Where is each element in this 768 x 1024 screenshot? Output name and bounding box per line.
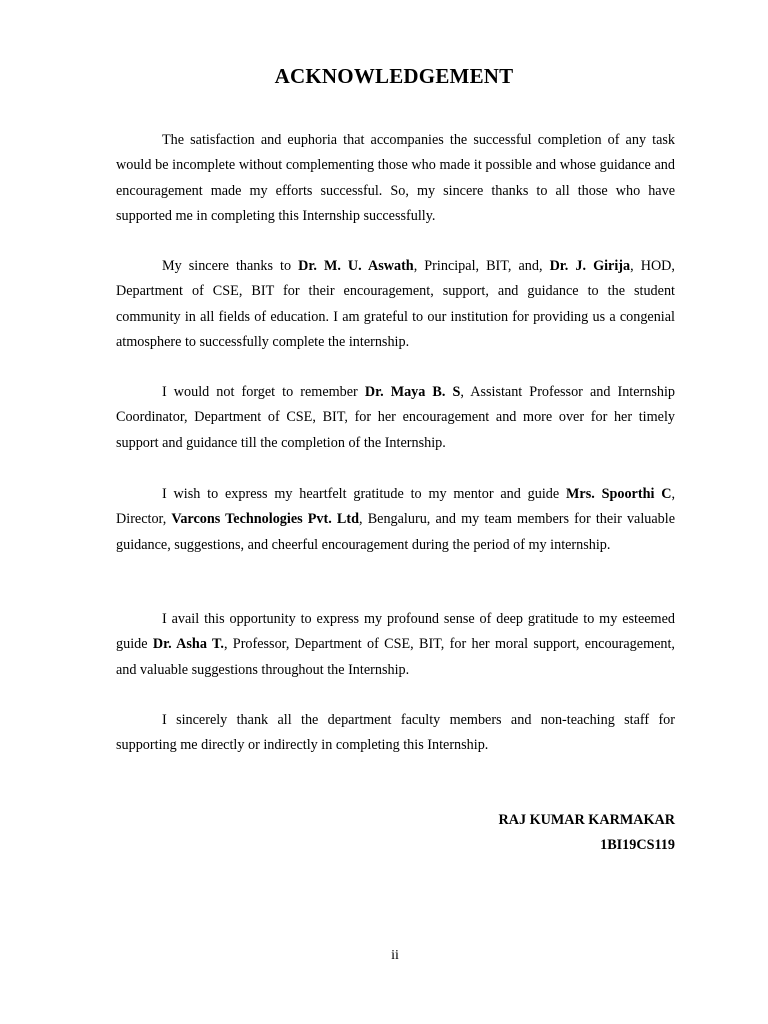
paragraph-4-text-3: , Bengaluru, and my team members for their valuable guidance, suggestions, and cheerful encouragement during the period of my internship. [116, 511, 676, 553]
coordinator-name: Dr. Maya B. S [364, 384, 461, 400]
paragraph-5-text-2: , Professor, Department of CSE, BIT, for her moral support, encouragement, and valuable suggestions throughout the Internship. [116, 636, 675, 678]
paragraph-2 [116, 254, 675, 355]
page-title: ACKNOWLEDGEMENT [274, 64, 514, 88]
company-name: Varcons Technologies Pvt. Ltd [171, 511, 360, 528]
paragraph-4 [116, 482, 675, 558]
paragraph-3-text-2: , Assistant Professor and Internship Coordinator, Department of CSE, BIT, for her encouragement and more over for her timely support and guidance till the completion of the Internship. [116, 384, 676, 451]
paragraph-2-text-3: , HOD, Department of CSE, BIT for their encouragement, support, and guidance to the student community in all fields of education. I am grateful to our institution for providing us a congenial atmosphere to successfully complete the internship. [116, 258, 675, 350]
paragraph-4-text-2: , Director, [116, 486, 676, 528]
page-number: ii [391, 948, 399, 963]
signature-id: 1BI19CS119 [600, 837, 675, 853]
paragraph-5-text-1: I avail this opportunity to express my profound sense of deep gratitude to my esteemed guide [116, 611, 675, 653]
mentor-name: Mrs. Spoorthi C [566, 486, 672, 502]
guide-name: Dr. Asha T. [152, 636, 224, 653]
paragraph-2-text-2: , Principal, BIT, and, [413, 258, 550, 274]
paragraph-4-text-1: I wish to express my heartfelt gratitude to my mentor and guide [162, 486, 567, 502]
paragraph-2-text-1: My sincere thanks to [162, 258, 299, 274]
paragraph-5 [116, 607, 675, 683]
paragraph-3 [116, 380, 675, 456]
paragraph-6: I sincerely thank all the department faculty members and non-teaching staff for supporting me directly or indirectly in completing this Internship. [116, 712, 675, 754]
signature-name: RAJ KUMAR KARMAKAR [498, 812, 675, 828]
paragraph-1: The satisfaction and euphoria that accompanies the successful completion of any task would be incomplete without complementing those who made it possible and whose guidance and encouragement made my efforts successful. So, my sincere thanks to all those who have supported me in completing this Internship successfully. [116, 132, 675, 224]
paragraph-3-text-1: I would not forget to remember [162, 384, 365, 400]
hod-name: Dr. J. Girija [549, 258, 631, 274]
principal-name: Dr. M. U. Aswath [298, 258, 414, 274]
